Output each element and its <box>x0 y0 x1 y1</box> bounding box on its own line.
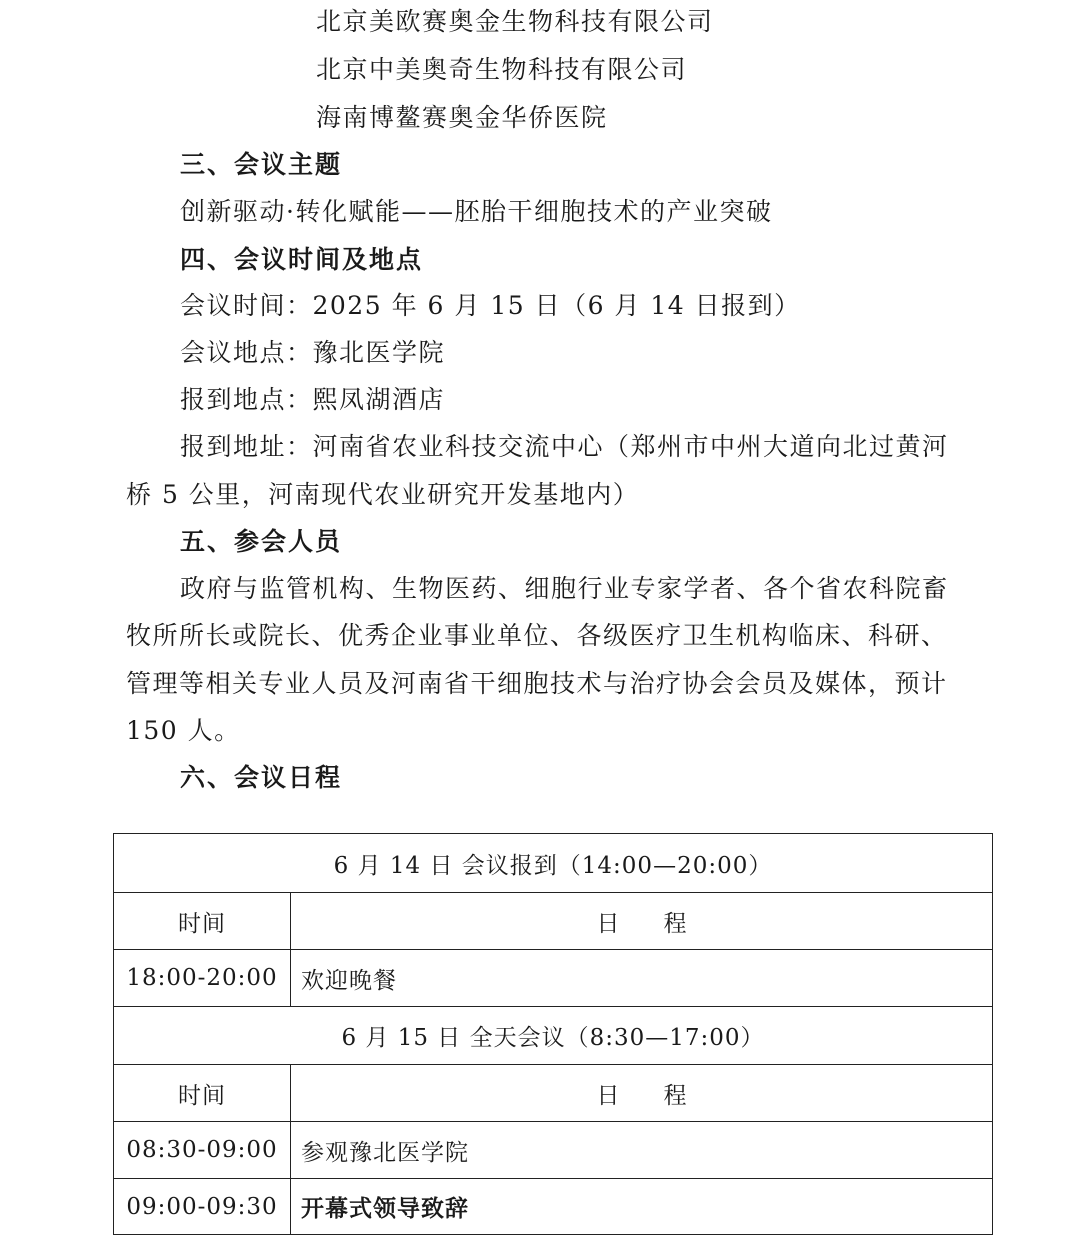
checkin-address-line2: 桥 5 公里，河南现代农业研究开发基地内） <box>126 480 640 509</box>
attendees-line3: 管理等相关专业人员及河南省干细胞技术与治疗协会会员及媒体，预计 <box>126 669 948 698</box>
section-heading-theme: 三、会议主题 <box>180 150 343 179</box>
header-program: 日程 <box>596 1082 731 1109</box>
day1-title: 6 月 14 日 会议报到（14:00—20:00） <box>333 852 773 879</box>
theme-text: 创新驱动·转化赋能——胚胎干细胞技术的产业突破 <box>180 197 773 226</box>
table-row <box>114 1178 992 1234</box>
row-item: 参观豫北医学院 <box>301 1139 469 1166</box>
row-time: 09:00-09:30 <box>114 1179 291 1234</box>
section-heading-attendees: 五、参会人员 <box>180 527 343 556</box>
checkin-place: 报到地点：熙凤湖酒店 <box>180 385 446 414</box>
schedule-table <box>113 833 993 1235</box>
row-time: 18:00-20:00 <box>114 950 291 1006</box>
row-item: 开幕式领导致辞 <box>301 1196 469 1222</box>
header-program: 日程 <box>596 910 731 937</box>
meeting-venue: 会议地点：豫北医学院 <box>180 338 446 367</box>
section-heading-time-place: 四、会议时间及地点 <box>180 245 424 274</box>
meeting-time: 会议时间：2025 年 6 月 15 日（6 月 14 日报到） <box>180 291 801 320</box>
attendees-line1: 政府与监管机构、生物医药、细胞行业专家学者、各个省农科院畜 <box>180 574 949 603</box>
table-row-day2-title <box>114 1006 992 1064</box>
table-header-row <box>114 1064 992 1121</box>
row-time: 08:30-09:00 <box>114 1122 291 1178</box>
organizer-1: 北京美欧赛奥金生物科技有限公司 <box>316 7 714 36</box>
organizer-2: 北京中美奥奇生物科技有限公司 <box>316 55 688 84</box>
section-heading-agenda: 六、会议日程 <box>180 763 343 792</box>
table-row <box>114 1121 992 1178</box>
row-item: 欢迎晚餐 <box>301 967 397 994</box>
day2-title: 6 月 15 日 全天会议（8:30—17:00） <box>341 1025 765 1051</box>
header-time: 时间 <box>114 893 291 949</box>
checkin-address-line1: 报到地址：河南省农业科技交流中心（郑州市中州大道向北过黄河 <box>180 432 949 461</box>
table-row <box>114 949 992 1006</box>
attendees-line4: 150 人。 <box>126 716 241 745</box>
attendees-line2: 牧所所长或院长、优秀企业事业单位、各级医疗卫生机构临床、科研、 <box>126 621 948 650</box>
organizer-3: 海南博鳌赛奥金华侨医院 <box>316 103 608 132</box>
table-header-row <box>114 892 992 949</box>
table-row-day1-title <box>114 834 992 892</box>
header-time: 时间 <box>114 1065 291 1121</box>
